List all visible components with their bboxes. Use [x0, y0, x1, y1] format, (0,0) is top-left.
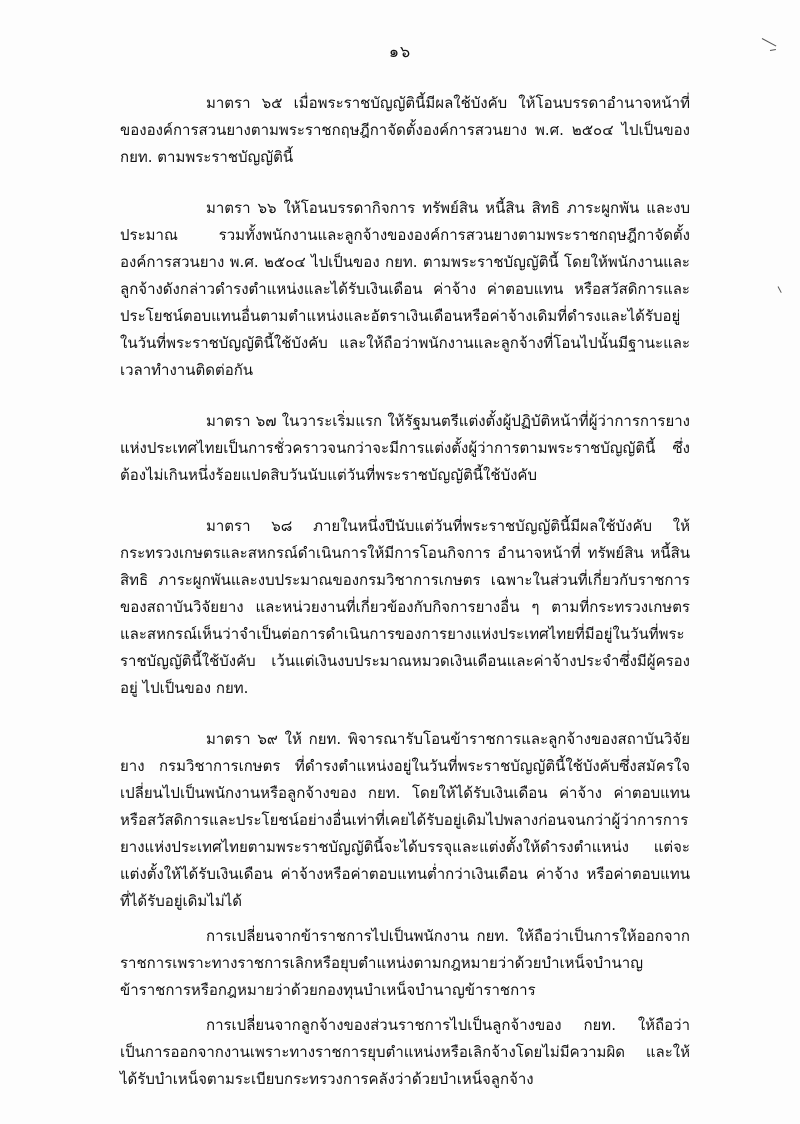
section-69-employee-transfer: การเปลี่ยนจากลูกจ้างของส่วนราชการไปเป็นลูกจ้างของ กยท. ให้ถือว่าเป็นการออกจากงานเพราะทางราชการยุบตำแหน่งหรือเลิกจ้างโดยไม่มีความผิด และให้ได้รับบำเหน็จตามระเบียบกระทรวงการคลังว่าด้วยบำเหน็จลูกจ้าง — [120, 1016, 690, 1088]
section-67-paragraph: มาตรา ๖๗ ในวาระเริ่มแรก ให้รัฐมนตรีแต่งตั้งผู้ปฏิบัติหน้าที่ผู้ว่าการการยางแห่งประเทศไทยเป็นการชั่วคราวจนกว่าจะมีการแต่งตั้งผู้ว่าการตามพระราชบัญญัตินี้ ซึ่งต้องไม่เกินหนึ่งร้อยแปดสิบวันนับแต่วันที่พระราชบัญญัตินี้ใช้บังคับ — [120, 412, 690, 484]
document-body — [120, 90, 690, 1093]
section-65-paragraph: มาตรา ๖๕ เมื่อพระราชบัญญัตินี้มีผลใช้บังคับ ให้โอนบรรดาอำนาจหน้าที่ขององค์การสวนยางตามพระราชกฤษฎีกาจัดตั้งองค์การสวนยาง พ.ศ. ๒๕๐๔ ไปเป็นของ กยท. ตามพระราชบัญญัตินี้ — [120, 94, 690, 166]
page-number: ๑๖ — [388, 42, 412, 61]
section-69-civil-servant-transfer: การเปลี่ยนจากข้าราชการไปเป็นพนักงาน กยท. ให้ถือว่าเป็นการให้ออกจากราชการเพราะทางราชการเลิกหรือยุบตำแหน่งตามกฎหมายว่าด้วยบำเหน็จบำนาญข้าราชการหรือกฎหมายว่าด้วยกองทุนบำเหน็จบำนาญข้าราชการ — [120, 927, 690, 999]
section-69-paragraph: มาตรา ๖๙ ให้ กยท. พิจารณารับโอนข้าราชการและลูกจ้างของสถาบันวิจัยยาง กรมวิชาการเกษตร ที่ดำรงตำแหน่งอยู่ในวันที่พระราชบัญญัตินี้ใช้บังคับซึ่งสมัครใจเปลี่ยนไปเป็นพนักงานหรือลูกจ้างของ กยท. โดยให้ได้รับเงินเดือน ค่าจ้าง ค่าตอบแทน หรือสวัสดิการและประโยชน์อย่างอื่นเท่าที่เคยได้รับอยู่เดิมไปพลางก่อนจนกว่าผู้ว่าการการยางแห่งประเทศไทยตามพระราชบัญญัตินี้จะได้บรรจุและแต่งตั้งให้ดำรงตำแหน่ง แต่จะแต่งตั้งให้ได้รับเงินเดือน ค่าจ้างหรือค่าตอบแทนต่ำกว่าเงินเดือน ค่าจ้าง หรือค่าตอบแทนที่ได้รับอยู่เดิมไม่ได้ — [120, 730, 690, 910]
scan-artifact — [778, 286, 782, 293]
section-66-paragraph: มาตรา ๖๖ ให้โอนบรรดากิจการ ทรัพย์สิน หนี้สิน สิทธิ ภาระผูกพัน และงบประมาณ รวมทั้งพนักงานและลูกจ้างขององค์การสวนยางตามพระราชกฤษฎีกาจัดตั้งองค์การสวนยาง พ.ศ. ๒๕๐๔ ไปเป็นของ กยท. ตามพระราชบัญญัตินี้ โดยให้พนักงานและลูกจ้างดังกล่าวดำรงตำแหน่งและได้รับเงินเดือน ค่าจ้าง ค่าตอบแทน หรือสวัสดิการและประโยชน์ตอบแทนอื่นตามตำแหน่งและอัตราเงินเดือนหรือค่าจ้างเดิมที่ดำรงและได้รับอยู่ในวันที่พระราชบัญญัตินี้ใช้บังคับ และให้ถือว่าพนักงานและลูกจ้างที่โอนไปนั้นมีฐานะและเวลาทำงานติดต่อกัน — [120, 199, 690, 379]
section-68-paragraph: มาตรา ๖๘ ภายในหนึ่งปีนับแต่วันที่พระราชบัญญัตินี้มีผลใช้บังคับ ให้กระทรวงเกษตรและสหกรณ์ดำเนินการให้มีการโอนกิจการ อำนาจหน้าที่ ทรัพย์สิน หนี้สิน สิทธิ ภาระผูกพันและงบประมาณของกรมวิชาการเกษตร เฉพาะในส่วนที่เกี่ยวกับราชการของสถาบันวิจัยยาง และหน่วยงานที่เกี่ยวข้องกับกิจการยางอื่น ๆ ตามที่กระทรวงเกษตรและสหกรณ์เห็นว่าจำเป็นต่อการดำเนินการของการยางแห่งประเทศไทยที่มีอยู่ในวันที่พระราชบัญญัตินี้ใช้บังคับ เว้นแต่เงินงบประมาณหมวดเงินเดือนและค่าจ้างประจำซึ่งมีผู้ครองอยู่ ไปเป็นของ กยท. — [120, 517, 690, 697]
